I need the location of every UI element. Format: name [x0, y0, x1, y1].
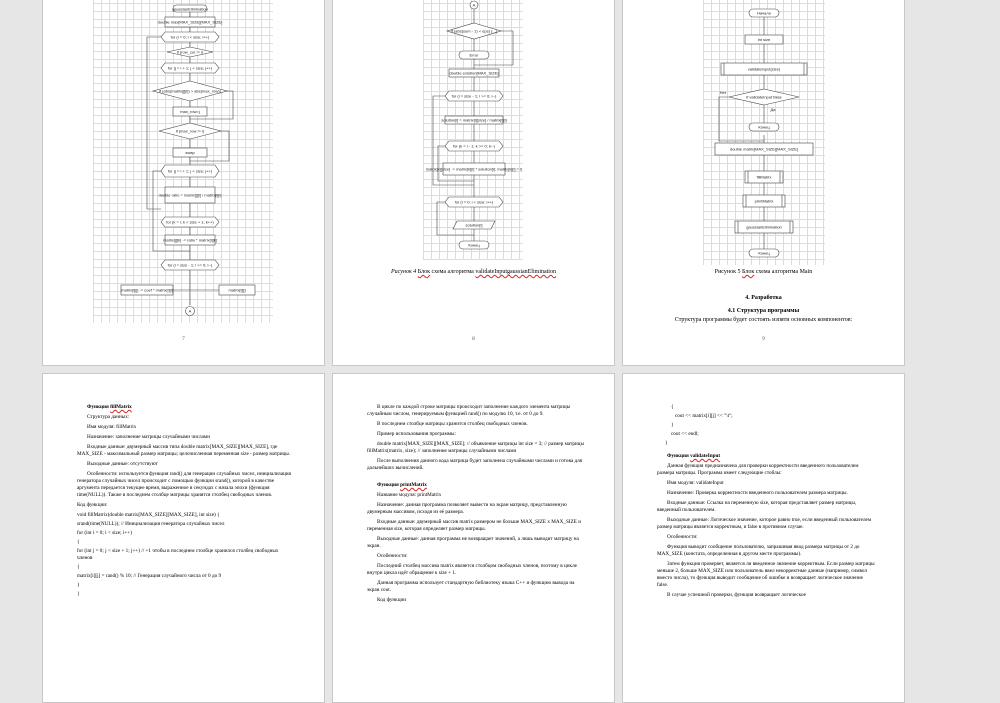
code-line: matrix[i][j] = rand() % 10; // Генерация случайного числа от 0 до 9 — [77, 573, 222, 579]
code-line: } — [671, 422, 674, 428]
flow-text-cond-3: if (max_row != i) — [175, 128, 205, 134]
document-page-9 — [622, 0, 905, 366]
function-heading: Функция printMatrix — [377, 482, 427, 488]
paragraph: Назначение: Проверка корректности введенного пользователем размера матрицы. — [667, 490, 848, 496]
code-line: for (int j = 0; j < size + 1; j++) // +1 чтобы в последнем столбце хранился столбец свободных членов — [77, 548, 279, 561]
document-page-7 — [42, 0, 325, 366]
flow-text-decl: int size — [757, 37, 771, 42]
flow-text-decl: double solution[MAX_SIZE] — [449, 70, 499, 76]
flow-text-error: Error — [469, 52, 479, 58]
paragraph: После выполнения данного кода матрица будет заполнена случайными числами и готова для дальнейших вычислений. — [367, 458, 583, 471]
flow-text-loop-4: for (k = i; k < size + 1; k++) — [166, 219, 214, 225]
flow-text-assign-1: max_row=j — [180, 109, 200, 114]
flow-text-start: Начало — [757, 10, 771, 16]
code-line: { — [671, 404, 674, 410]
flow-text-loop-1: for (i = size - 1; i >= 0; i--) — [451, 93, 497, 99]
paragraph: Данная программа использует стандартную библиотеку языка C++ и функцию вывода на экран cout. — [367, 580, 575, 593]
code-label: Код функции: — [77, 502, 108, 508]
document-page-10 — [42, 373, 325, 703]
code-line: { — [77, 564, 80, 570]
paragraph: Имя модуля: validateInput — [667, 480, 724, 486]
paragraph: Пример использования программы: — [377, 431, 456, 437]
paragraph: Особенности: — [667, 534, 698, 540]
paragraph: Выходные данные: отсутствуют — [87, 461, 158, 467]
flow-text-end: A — [188, 308, 192, 314]
flow-text-yes: Нет — [719, 90, 727, 95]
flow-text-calc: double ratio = matrix[j][i] / matrix[i][i] — [158, 192, 222, 198]
function-heading: Функция validateInput — [667, 453, 721, 459]
flow-text-no: Да — [770, 107, 776, 112]
paragraph: Данная функция предназначена для проверки корректности введенного пользователем размера матрицы. Программа имеет следующие стоблы: — [657, 463, 859, 476]
paragraph: Название модуля: printMatrix — [377, 492, 442, 498]
page-body — [657, 404, 875, 602]
flow-text-end-1: Конец — [758, 124, 770, 130]
flow-text-loop-2: for (j = i + 1; j < size; j++) — [167, 65, 213, 71]
document-page-12 — [622, 373, 905, 703]
paragraph: Входные данные: двумерный массив типа double matrix[MAX_SIZE][MAX_SIZE], где MAX_SIZE - максимальный размер матрицы; целочисленная переменная size - размер матрицы. — [77, 444, 291, 457]
code-line: { — [77, 539, 80, 545]
page-body — [367, 404, 585, 607]
flow-text-cond-2: if (abs(matrix[j][i]) > abs(max_row)) — [159, 88, 221, 94]
subsection-heading: 4.1 Структура программы — [727, 308, 800, 314]
flow-text-start: gaussianElimination — [172, 6, 208, 12]
flow-text-call-fill: fillMatrix — [756, 174, 772, 180]
page-number: 8 — [472, 337, 475, 342]
flow-text-loop-5: for (i = size - 1; i >= 0; i--) — [167, 262, 213, 268]
paragraph: Особенности: используется функция rand() для генерации случайных чисел, инициализация генератора случайных чисел происходит с помощью функции srand(), которой в качестве аргумента передается текущее время, выраженное в секундах с начала эпохи (функция time(NULL)). Также в последнем столбце матрицы хранятся столбец свободных членов. — [77, 471, 291, 498]
code-label: Код функции — [377, 597, 407, 603]
page-number: 9 — [762, 337, 765, 342]
paragraph: Выходные данные: данная программа не возвращает значений, а лишь выводит матрицу на экран. — [367, 536, 579, 549]
flow-text-call-validate: validateInput(size) — [747, 66, 781, 72]
flowchart-gaussian-elimination — [43, 0, 325, 366]
paragraph: Имя модуля: fillMatrix — [87, 424, 137, 430]
paragraph: В последнем столбце матрицы хранится столбец свободных членов. — [377, 421, 528, 427]
flow-text-call-gauss: gaussianElimination — [746, 224, 782, 230]
flow-text-loop-3: for (j = i + 1; j < size; j++) — [167, 168, 213, 174]
paragraph: В цикле по каждой строке матрицы происходит заполнение каждого элемента матрицы случайным числом, генерируемым функцией rand() по модулю 10, т.е. от 0 до 9. — [367, 404, 571, 417]
flow-text-end-2: Конец — [758, 250, 770, 256]
flowchart-solution — [333, 0, 615, 366]
code-block — [657, 404, 875, 447]
flow-text-cond-1: if (row_cur != i) — [176, 49, 204, 55]
flow-text-decl: double max[MAX_SIZE][MAX_SIZE] — [157, 19, 223, 25]
paragraph: Входные данные: двумерный массив matrix размером не больше MAX_SIZE x MAX_SIZE и переменная size, которая определяет размер матрицы. — [367, 519, 581, 532]
flow-text-assign-2: matrix[k][size] -= matrix[k][i] * solution[i]; matrix[k][i] = 0 — [425, 166, 523, 172]
flow-text-output: solution[i] — [465, 222, 483, 228]
code-line: cout << endl; — [671, 431, 699, 437]
paragraph: Назначение: данная программа позволяет вывести на экран матрицу, представленную двумерным массивом, исходя из её размера. — [367, 502, 567, 515]
paragraph: Функция выводит сообщение пользователю, запрашивая ввод размера матрицы от 2 до MAX_SIZE (констата, определенная в другом месте программы). — [657, 544, 860, 557]
code-line: } — [77, 591, 80, 597]
paragraph: В случае успешной проверки, функция возвращает логическое — [667, 592, 806, 598]
flow-text-loop-1: for (i = 0; i < size; i++) — [170, 34, 210, 40]
code-block — [77, 512, 295, 598]
code-line: void fillMatrix(double matrix[MAX_SIZE][MAX_SIZE], int size) { — [77, 512, 220, 518]
code-line: cout << matrix[i][j] << "\t"; — [675, 413, 733, 419]
paragraph: Особенности: — [377, 553, 408, 559]
flow-text-box-left: matrix[i][j] -= coef * matrix[i][i] — [121, 287, 173, 293]
code-line: for (int i = 0; i < size; i++) — [77, 530, 132, 536]
paragraph: Назначение: заполнение матрицы случайными числами — [87, 434, 210, 440]
flow-text-start: A — [472, 2, 476, 8]
flow-text-assign-2: matrix[j][k] -= ratio * matrix[i][k] — [163, 237, 217, 243]
figure-caption-5: Рисунок 5 Блок схема алгоритма Main — [714, 269, 813, 275]
paragraph: Последний столбец массива matrix является столбцом свободных членов, поэтому в цикле внутри цикла идёт обращение к size + 1. — [367, 563, 577, 576]
section-heading: 4. Разработка — [745, 295, 782, 301]
flow-text-call-print: printMatrix — [754, 198, 774, 204]
flow-text-loop-3: for (i = 0; i < size; i++) — [454, 199, 494, 205]
document-page-8 — [332, 0, 615, 366]
flow-text-end: Конец — [468, 242, 480, 248]
code-line: } — [77, 582, 80, 588]
flow-text-loop-2: for (k = i - 1; k >= 0; k--) — [453, 143, 495, 149]
code-line: srand(time(NULL)); // Инициализация генератора случайных чисел — [77, 521, 225, 527]
paragraph: Затем функция проверяет, является ли введенное значение корректным. Если размер матрицы меньше 2, больше MAX_SIZE или пользователь ввел некорректные данные (например, символ вместо числа), то функция выводит сообщение об ошибке и возвращает логическое значение false. — [657, 561, 875, 588]
page-number: 7 — [182, 337, 185, 342]
page-body — [77, 404, 295, 600]
paragraph: double matrix[MAX_SIZE][MAX_SIZE]; // объявление матрицы int size = 3; // размер матрицы fillMatrix(matrix, size); // заполнение матрицы случайными числами — [367, 441, 584, 454]
paragraph: Структура данных: — [87, 414, 130, 420]
paragraph: Выходные данные: Логическое значение, которое равно true, если введенный пользователем размер матрицы является корректным, и false в противном случае. — [657, 517, 872, 530]
document-page-11 — [332, 373, 615, 703]
figure-caption-4: Рисунок 4 Блок схема алгоритма validateInputgaussianElimination — [391, 269, 556, 275]
flow-text-cond-1: if (abs(sum - 1) < eps) {...} — [450, 28, 498, 34]
flow-text-decl-matrix: double matrix[MAX_SIZE][MAX_SIZE] — [729, 146, 799, 152]
flow-text-box-right: matrix[i][j] — [228, 287, 246, 293]
paragraph: Входные данные: Ссылка на переменную size, которая представляет размер матрицы, введенный пользователем. — [657, 500, 857, 513]
flow-text-swap: swap — [185, 150, 195, 155]
function-heading: Функция fillMatrix — [87, 404, 132, 410]
code-line: } — [665, 440, 668, 446]
flow-text-assign-1: solution[i] = matrix[i][size] / matrix[i][i] — [441, 117, 507, 123]
flow-text-cond: if validateInput false — [746, 94, 782, 100]
paragraph-intro: Структура программы будет состоять изпяти основных компонентов: — [674, 317, 853, 323]
